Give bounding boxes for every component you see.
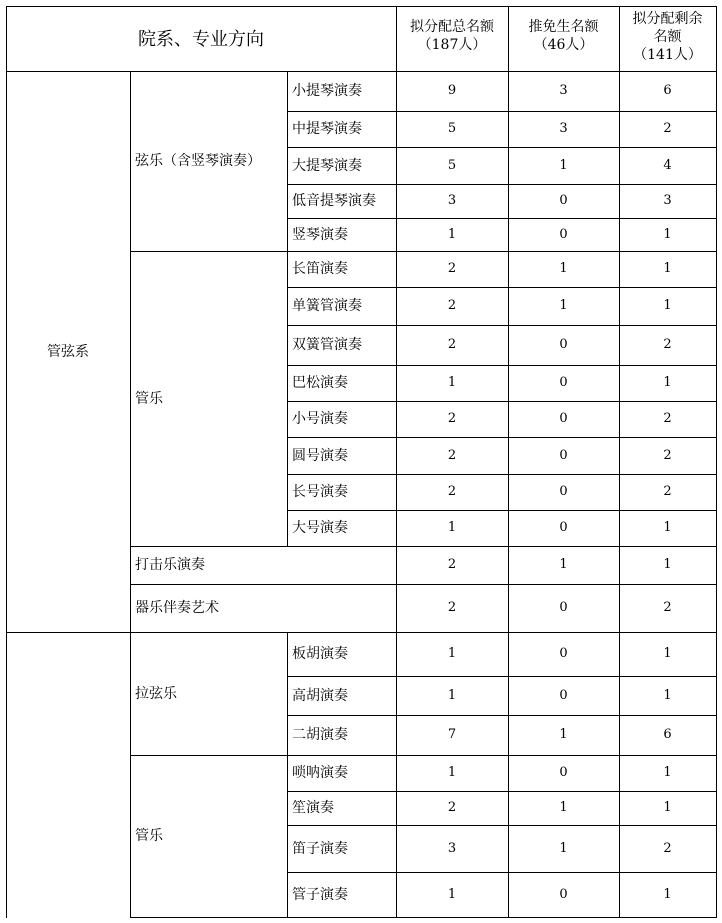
cell-exempt: 1 [559,840,568,856]
cell-major: 竖琴演奏 [292,226,348,243]
row-rule [287,287,717,288]
cell-major: 大号演奏 [292,520,348,536]
cell-remaining: 2 [663,337,672,352]
group-bottom-rule [130,546,717,547]
cell-remaining: 1 [663,687,672,703]
table-right-rule [716,632,717,918]
cell-major: 高胡演奏 [292,687,348,704]
cell-remaining: 2 [663,447,672,463]
cell-exempt: 0 [559,226,568,242]
cell-major: 小号演奏 [292,411,348,427]
group-bottom-rule [130,251,717,252]
cell-total: 3 [447,193,457,208]
row-rule [287,184,717,185]
row-rule [287,474,717,475]
group-rule [287,632,288,756]
cell-exempt: 1 [559,727,568,742]
group-rule [287,71,288,252]
cell-total: 1 [447,886,457,902]
group-name: 拉弦乐 [135,685,177,702]
cell-major: 巴松演奏 [292,375,348,391]
group-name: 管乐 [135,390,163,407]
cell-remaining: 6 [663,83,672,98]
row-rule [287,791,717,792]
row-rule [287,218,717,219]
cell-exempt: 0 [559,765,568,780]
cell-remaining: 1 [663,520,672,535]
cell-remaining: 1 [663,557,672,572]
cell-major: 笙演奏 [292,800,334,816]
cell-total: 9 [447,83,457,98]
group-rule [287,251,288,547]
row-rule [287,872,717,873]
cell-major: 笛子演奏 [292,840,348,857]
cell-remaining: 1 [663,375,672,390]
row-rule [287,147,717,148]
cell-remaining: 1 [663,800,672,815]
header-bottom-rule [6,71,717,72]
cell-total: 7 [447,727,457,742]
cell-major: 低音提琴演奏 [292,193,376,209]
cell-total: 2 [447,484,457,499]
cell-major: 打击乐演奏 [135,557,205,573]
column-header-major: 院系、专业方向 [138,29,264,50]
dept-right-rule [130,71,131,633]
dept-bottom-rule [6,632,717,633]
column-header-exempt: 推免生名额 [528,19,599,35]
column-header-remaining: 拟分配剩余 [632,11,703,27]
cell-major: 长笛演奏 [292,261,348,277]
cell-exempt: 0 [559,411,568,426]
column-header-total: 拟分配总名额 [410,19,494,35]
cell-remaining: 2 [663,121,672,136]
cell-major: 单簧管演奏 [292,298,362,314]
cell-major: 管子演奏 [292,886,348,903]
cell-remaining: 4 [663,157,672,173]
cell-total: 2 [447,447,457,463]
cell-exempt: 0 [559,520,568,535]
cell-total: 3 [447,840,457,856]
cell-exempt: 0 [559,600,568,615]
cell-total: 2 [447,337,457,352]
table-top-rule [6,6,717,7]
row-rule [287,715,717,716]
cell-exempt: 0 [559,886,568,902]
row-rule [287,401,717,402]
cell-major: 长号演奏 [292,484,348,500]
column-header-remaining-count: （141人） [633,47,702,63]
cell-exempt: 3 [559,121,568,136]
cell-remaining: 2 [663,840,672,856]
cell-exempt: 1 [559,557,568,572]
row-rule [287,365,717,366]
cell-remaining: 6 [663,727,672,742]
cell-exempt: 1 [559,261,568,276]
cell-remaining: 3 [663,193,672,208]
cell-total: 1 [447,375,457,390]
cell-exempt: 0 [559,484,568,499]
cell-major: 圆号演奏 [292,447,348,464]
cell-exempt: 0 [559,447,568,463]
cell-total: 5 [447,157,457,173]
cell-remaining: 2 [663,411,672,426]
row-rule [287,325,717,326]
cell-total: 2 [447,261,457,276]
cell-exempt: 0 [559,646,568,661]
cell-remaining: 1 [663,261,672,276]
group-rule [287,755,288,918]
row-rule [287,437,717,438]
table-right-rule [716,71,717,633]
row-rule [130,917,717,918]
cell-major: 双簧管演奏 [292,337,362,353]
cell-major: 唢呐演奏 [292,765,348,781]
column-header-exempt-count: （46人） [533,37,594,53]
column-header-total-count: （187人） [417,37,487,53]
cell-exempt: 1 [559,157,568,173]
cell-exempt: 3 [559,83,568,98]
row-rule [287,111,717,112]
cell-major: 小提琴演奏 [292,83,362,99]
cell-exempt: 0 [559,193,568,208]
cell-exempt: 1 [559,800,568,815]
cell-total: 1 [447,646,457,661]
cell-major: 二胡演奏 [292,727,348,743]
cell-total: 2 [447,411,457,426]
cell-exempt: 0 [559,337,568,352]
column-header-remaining-sub: 名额 [653,29,682,45]
cell-major: 板胡演奏 [292,646,348,662]
cell-remaining: 1 [663,298,672,313]
row-rule [287,825,717,826]
cell-exempt: 0 [559,375,568,390]
cell-total: 2 [447,800,457,815]
group-bottom-rule [130,755,717,756]
cell-remaining: 2 [663,484,672,499]
row-rule [287,676,717,677]
group-name: 管乐 [135,828,163,844]
row-rule [130,584,717,585]
cell-remaining: 2 [663,600,672,615]
cell-major: 大提琴演奏 [292,157,362,174]
cell-exempt: 0 [559,687,568,703]
cell-total: 2 [447,600,457,615]
dept-left-rule [6,632,7,918]
row-rule [287,510,717,511]
cell-total: 5 [447,121,457,136]
cell-remaining: 1 [663,226,672,242]
cell-total: 1 [447,520,457,535]
cell-remaining: 1 [663,886,672,902]
cell-total: 1 [447,687,457,703]
cell-total: 1 [447,226,457,242]
department-name: 管弦系 [47,343,89,360]
dept-right-rule [130,632,131,918]
cell-major: 中提琴演奏 [292,121,362,137]
cell-major: 器乐伴奏艺术 [135,600,219,616]
group-name: 弦乐（含竖琴演奏） [135,153,261,169]
cell-remaining: 1 [663,646,672,661]
header-column-rule [716,6,717,72]
cell-total: 1 [447,765,457,780]
cell-total: 2 [447,298,457,313]
cell-remaining: 1 [663,765,672,780]
cell-exempt: 1 [559,298,568,313]
cell-total: 2 [447,557,457,572]
